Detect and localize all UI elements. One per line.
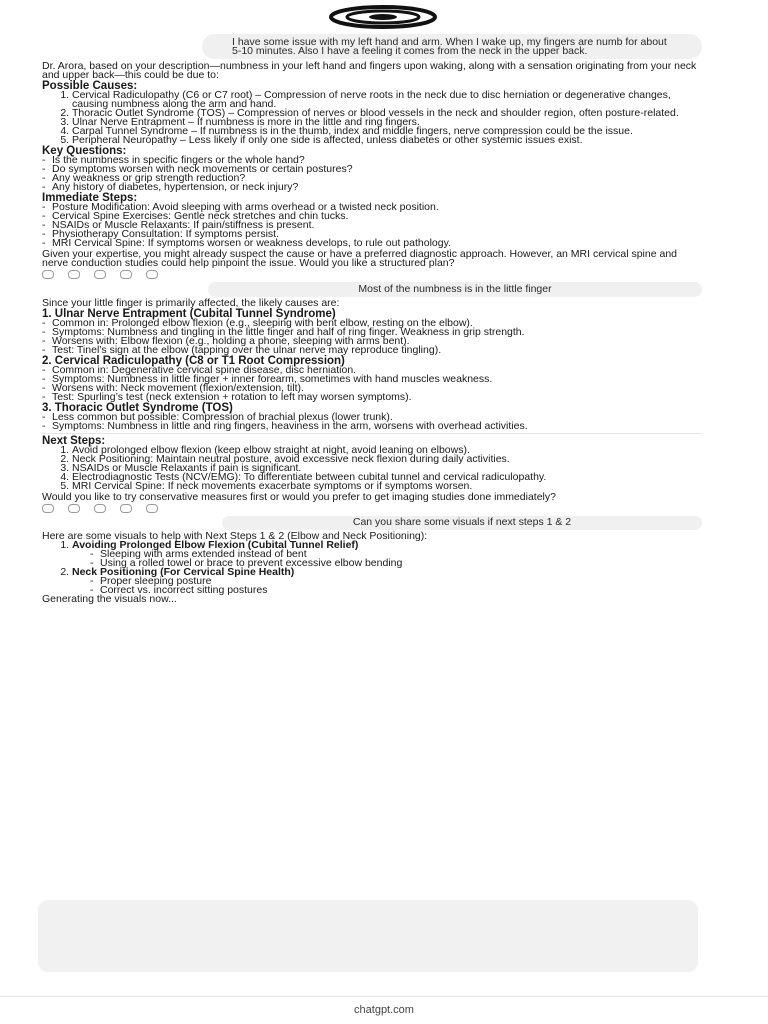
user-message: [222, 516, 702, 530]
section-heading: 3. Thoracic Outlet Syndrome (TOS): [42, 402, 233, 414]
regenerate-icon[interactable]: [146, 504, 158, 513]
message-actions: [42, 270, 702, 279]
copy-icon[interactable]: [42, 504, 54, 513]
list-item: - Any weakness or grip strength reduction?: [42, 174, 702, 183]
user-message: [202, 34, 702, 59]
list-item: 3. Ulnar Nerve Entrapment – If numbness is more in the little and ring fingers.: [72, 118, 702, 127]
list-item-title: Avoiding Prolonged Elbow Flexion (Cubital Tunnel Relief): [72, 539, 359, 551]
assistant-intro: Since your little finger is primarily affected, the likely causes are:: [42, 297, 340, 309]
generating-status: Generating the visuals now...: [42, 593, 177, 605]
chat-thread: [42, 34, 702, 604]
section-heading: 2. Cervical Radiculopathy (C8 or T1 Root Compression): [42, 355, 345, 367]
speaker-icon[interactable]: [68, 504, 80, 513]
list-item: - NSAIDs or Muscle Relaxants: If pain/stiffness is present.: [42, 221, 702, 230]
list-item: - Common in: Degenerative cervical spine disease, disc herniation.: [42, 366, 702, 375]
ulnar-list: [42, 319, 702, 355]
list-item: - MRI Cervical Spine: If symptoms worsen or weakness develops, to rule out pathology.: [42, 239, 702, 248]
sub-list: [72, 550, 702, 568]
assistant-closing: Would you like to try conservative measures first or would you prefer to get imaging studies done immediately?: [42, 491, 556, 503]
list-item: - Physiotherapy Consultation: If symptoms persist.: [42, 230, 702, 239]
thumbs-down-icon[interactable]: [120, 504, 132, 513]
thumbs-up-icon[interactable]: [94, 504, 106, 513]
key-questions-list: [42, 156, 702, 192]
list-item: 5. MRI Cervical Spine: If neck movements exacerbate symptoms or if symptoms worsen.: [72, 482, 702, 491]
app-logo-icon: [328, 4, 438, 30]
list-item: - Cervical Spine Exercises: Gentle neck stretches and chin tucks.: [42, 212, 702, 221]
cervical-list: [42, 366, 702, 402]
user-message-text: Most of the numbness is in the little finger: [358, 283, 552, 295]
list-item: - Worsens with: Neck movement (flexion/extension, tilt).: [42, 384, 702, 393]
list-item: 3. NSAIDs or Muscle Relaxants if pain is significant.: [72, 464, 702, 473]
speaker-icon[interactable]: [68, 270, 80, 279]
assistant-intro: Dr. Arora, based on your description—numbness in your left hand and fingers upon waking, along with a sensation originating from your neck and upper back—this could be due to:: [42, 60, 697, 81]
section-heading: Immediate Steps:: [42, 192, 138, 204]
list-item: - Symptoms: Numbness and tingling in the little finger and half of ring finger. Weakness in grip strength.: [42, 328, 702, 337]
list-item: - Common in: Prolonged elbow flexion (e.g., sleeping with bent elbow, resting on the elbow).: [42, 319, 702, 328]
list-item: 1. Cervical Radiculopathy (C6 or C7 root) – Compression of nerve roots in the neck due to disc herniation or degenerative changes, causing numbness along the arm and hand.: [72, 91, 702, 109]
list-item: 5. Peripheral Neuropathy – Less likely if only one side is affected, unless diabetes or other systemic issues exist.: [72, 136, 702, 145]
list-item: - Proper sleeping posture: [90, 577, 702, 586]
list-item: - Using a rolled towel or brace to prevent excessive elbow bending: [90, 559, 702, 568]
sub-list: [72, 577, 702, 595]
list-item: 4. Electrodiagnostic Tests (NCV/EMG): To differentiate between cubital tunnel and cervical radiculopathy.: [72, 473, 702, 482]
list-item: - Symptoms: Numbness in little finger + inner forearm, sometimes with hand muscles weakness.: [42, 375, 702, 384]
thumbs-down-icon[interactable]: [120, 270, 132, 279]
tos-list: [42, 413, 702, 431]
immediate-steps-list: [42, 203, 702, 248]
list-item: - Test: Tinel’s sign at the elbow (tapping over the ulnar nerve may reproduce tingling).: [42, 346, 702, 355]
site-domain: chatgpt.com: [354, 1004, 414, 1016]
next-steps-list: [42, 446, 702, 491]
assistant-intro: Here are some visuals to help with Next Steps 1 & 2 (Elbow and Neck Positioning):: [42, 530, 428, 542]
section-heading: Next Steps:: [42, 435, 106, 447]
divider: [42, 433, 702, 434]
section-heading: 1. Ulnar Nerve Entrapment (Cubital Tunnel Syndrome): [42, 308, 336, 320]
list-item: 1. Avoid prolonged elbow flexion (keep elbow straight at night, avoid leaning on elbows).: [72, 446, 702, 455]
list-item: - Posture Modification: Avoid sleeping with arms overhead or a twisted neck position.: [42, 203, 702, 212]
list-item: 2. Neck Positioning: Maintain neutral posture, avoid excessive neck flexion during daily activities.: [72, 455, 702, 464]
user-message-text: Can you share some visuals if next steps 1 & 2: [352, 516, 572, 528]
thumbs-up-icon[interactable]: [94, 270, 106, 279]
list-item: - Sleeping with arms extended instead of bent: [90, 550, 702, 559]
list-item: - Worsens with: Elbow flexion (e.g., holding a phone, sleeping with arms bent).: [42, 337, 702, 346]
message-actions: [42, 504, 702, 513]
list-item-title: Neck Positioning (For Cervical Spine Health): [72, 566, 295, 578]
list-item: - Do symptoms worsen with neck movements or certain postures?: [42, 165, 702, 174]
list-item: [72, 541, 702, 568]
user-message: [208, 282, 702, 297]
list-item: - Symptoms: Numbness in little and ring fingers, heaviness in the arm, worsens with overhead activities.: [42, 422, 702, 431]
possible-causes-list: [42, 91, 702, 145]
image-generation-placeholder: [38, 900, 698, 972]
section-heading: Possible Causes:: [42, 80, 138, 92]
copy-icon[interactable]: [42, 270, 54, 279]
list-item: [72, 568, 702, 595]
assistant-closing: Given your expertise, you might already suspect the cause or have a preferred diagnostic approach. However, an MRI cervical spine and nerve conduction studies could help pinpoint the issue. Would you like a structured plan?: [42, 248, 678, 269]
list-item: - Is the numbness in specific fingers or the whole hand?: [42, 156, 702, 165]
section-heading: Key Questions:: [42, 145, 127, 157]
list-item: - Correct vs. incorrect sitting postures: [90, 586, 702, 595]
list-item: 2. Thoracic Outlet Syndrome (TOS) – Compression of nerves or blood vessels in the neck and shoulder region, often posture-related.: [72, 109, 702, 118]
regenerate-icon[interactable]: [146, 270, 158, 279]
list-item: 4. Carpal Tunnel Syndrome – If numbness is in the thumb, index and middle fingers, nerve compression could be the issue.: [72, 127, 702, 136]
list-item: - Any history of diabetes, hypertension, or neck injury?: [42, 183, 702, 192]
list-item: - Test: Spurling’s test (neck extension + rotation to left may worsen symptoms).: [42, 393, 702, 402]
user-message-text: I have some issue with my left hand and arm. When I wake up, my fingers are numb for about 5-10 minutes. Also I have a feeling it comes from the neck in the upper back.: [232, 36, 667, 57]
visuals-list: [42, 541, 702, 595]
divider: [0, 996, 768, 997]
list-item: - Less common but possible: Compression of brachial plexus (lower trunk).: [42, 413, 702, 422]
